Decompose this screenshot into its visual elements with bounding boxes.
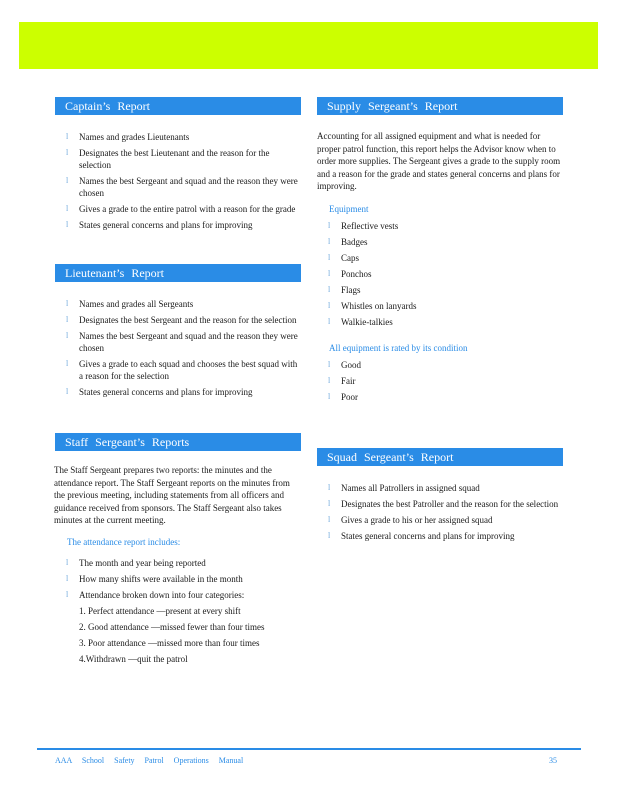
category-item: 1. Perfect attendance —present at every shift — [79, 605, 241, 616]
list-item: l Designates the best Lieutenant and the reason for the selection — [55, 147, 301, 171]
list-item: l Names and grades Lieutenants — [55, 131, 301, 143]
staff-paragraph: The Staff Sergeant prepares two reports: the minutes and the attendance report. The Staff Sergeant reports on the minutes from the previous meeting, including statements from all officers and guidance received from sponsors. The Staff Sergeant also takes minutes at the current meeting. — [54, 465, 290, 525]
list-item: l How many shifts were available in the month — [55, 573, 301, 585]
attendance-list — [55, 557, 301, 601]
footer-title: AAA School Safety Patrol Operations Manual — [55, 756, 244, 765]
list-item: l Names all Patrollers in assigned squad — [317, 482, 563, 494]
squad-section — [317, 448, 563, 546]
lieutenant-report-header: Lieutenant’s Report — [55, 264, 301, 282]
lieutenant-list — [55, 298, 301, 398]
list-item: l Designates the best Patroller and the reason for the selection — [317, 498, 563, 510]
list-item: l Names the best Sergeant and squad and the reason they were chosen — [55, 330, 301, 354]
rating-heading: All equipment is rated by its condition — [329, 342, 468, 353]
page-number: 35 — [549, 756, 557, 765]
list-item: l Badges — [317, 236, 563, 248]
staff-report-header: Staff Sergeant’s Reports — [55, 433, 301, 451]
equipment-list — [317, 220, 563, 328]
list-item: l Walkie-talkies — [317, 316, 563, 328]
list-item: l Ponchos — [317, 268, 563, 280]
attendance-categories — [55, 605, 301, 665]
list-item: l Poor — [317, 391, 563, 403]
list-item: l Names and grades all Sergeants — [55, 298, 301, 310]
list-item: l Reflective vests — [317, 220, 563, 232]
staff-section — [55, 433, 301, 669]
captain-report-header: Captain’s Report — [55, 97, 301, 115]
list-item: l States general concerns and plans for improving — [55, 386, 301, 398]
list-item: l States general concerns and plans for improving — [317, 530, 563, 542]
list-item: l States general concerns and plans for improving — [55, 219, 301, 231]
list-item: l Caps — [317, 252, 563, 264]
captain-list — [55, 131, 301, 231]
list-item: l Good — [317, 359, 563, 371]
list-item: l Flags — [317, 284, 563, 296]
list-item: l Names the best Sergeant and squad and the reason they were chosen — [55, 175, 301, 199]
supply-section — [317, 97, 563, 407]
list-item: l Gives a grade to the entire patrol with a reason for the grade — [55, 203, 301, 215]
captain-section — [55, 97, 301, 235]
supply-paragraph: Accounting for all assigned equipment and what is needed for proper patrol function, this report helps the Advisor know when to order more supplies. The Sergeant gives a grade to the supply room and a reason for the grade and states general concerns and plans for improving. — [317, 131, 561, 191]
squad-list — [317, 482, 563, 542]
rating-list — [317, 359, 563, 403]
top-banner — [19, 22, 598, 69]
list-item: l Whistles on lanyards — [317, 300, 563, 312]
category-item: 2. Good attendance —missed fewer than four times — [79, 621, 265, 632]
lieutenant-section — [55, 264, 301, 402]
list-item: l Fair — [317, 375, 563, 387]
squad-report-header: Squad Sergeant’s Report — [317, 448, 563, 466]
category-item: 3. Poor attendance —missed more than four times — [79, 637, 260, 648]
equipment-heading: Equipment — [329, 203, 369, 214]
attendance-heading: The attendance report includes: — [67, 536, 181, 547]
list-item: l Designates the best Sergeant and the reason for the selection — [55, 314, 301, 326]
list-item: l Gives a grade to each squad and chooses the best squad with a reason for the selection — [55, 358, 301, 382]
footer-divider — [37, 748, 581, 750]
list-item: l Gives a grade to his or her assigned squad — [317, 514, 563, 526]
category-item: 4.Withdrawn —quit the patrol — [79, 653, 188, 664]
list-item: l Attendance broken down into four categories: — [55, 589, 301, 601]
list-item: l The month and year being reported — [55, 557, 301, 569]
supply-report-header: Supply Sergeant’s Report — [317, 97, 563, 115]
